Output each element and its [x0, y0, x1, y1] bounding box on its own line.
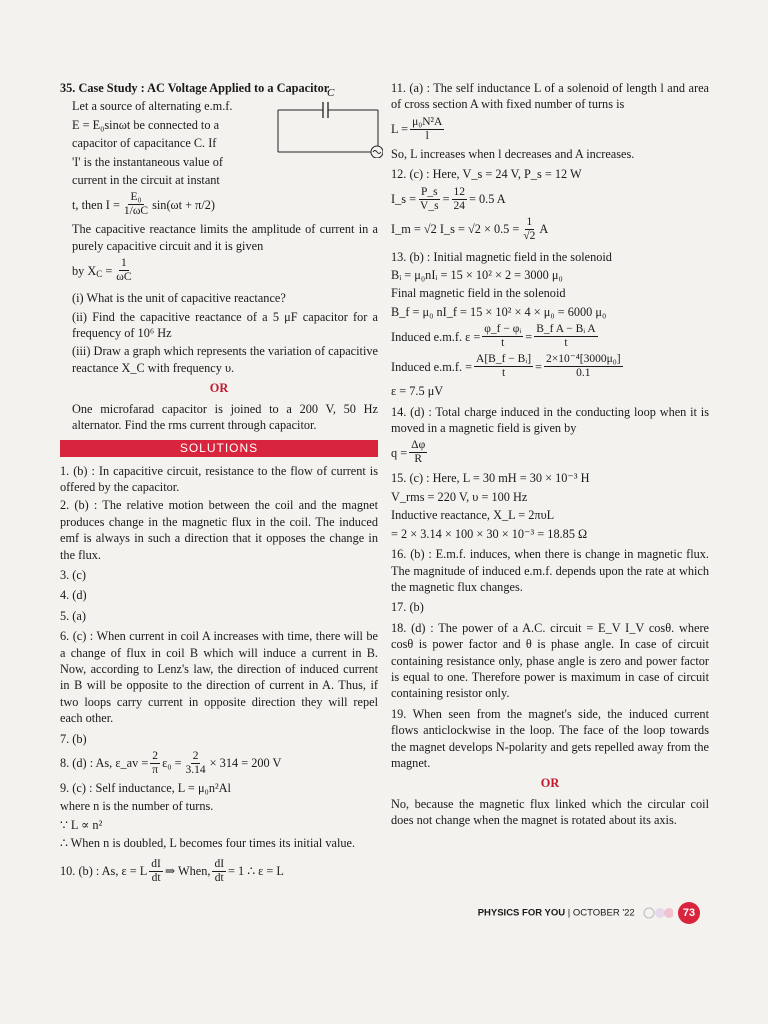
solution-14: 14. (d) : Total charge induced in the conducting loop when it is moved in a magnetic field is given by	[391, 404, 709, 436]
q35-paragraph: The capacitive reactance limits the amplitude of current in a purely capacitive circuit and it is given	[72, 222, 378, 253]
solution-1: 1. (b) : In capacitive circuit, resistance to the flow of current is offered by the capacitor.	[60, 463, 378, 494]
solution-10: 10. (b) : As, ε = L $\frac{dI}{dt}$ ⇒ When, $\frac{dI}{dt}$ = 1 ∴ ε = L	[60, 857, 284, 884]
solution-19-alternative: No, because the magnetic flux linked which the circular coil does not change when the magnet is rotated about its axis.	[391, 796, 709, 828]
solution-12: 12. (c) : Here, V_s = 24 V, P_s = 12 W	[391, 167, 582, 182]
q35-line1: Let a source of alternating e.m.f.	[72, 99, 233, 114]
solution-2: 2. (b) : The relative motion between the coil and the magnet produces change in the magnetic flux in the coil. The induced emf is always in such a direction that it opposes the change in the flux.	[60, 498, 378, 562]
solution-7: 7. (b)	[60, 731, 87, 746]
solution-12-eq2: I_m = √2 I_s = √2 × 0.5 = $\frac{1}{√2}$ A	[391, 215, 549, 242]
q35-current-equation: t, then I = $\frac{\text{E₀}}{1/\omega C}$ sin(ωt + π/2)	[72, 191, 216, 218]
solution-13: 13. (b) : Initial magnetic field in the solenoid	[391, 249, 612, 264]
solution-9-proportional: ∵ L ∝ n²	[60, 817, 103, 832]
solution-9: 9. (c) : Self inductance, L = μ₀n²Al	[60, 781, 231, 795]
solution-11-conclusion: So, L increases when l decreases and A increases.	[391, 146, 635, 161]
q35-title: 35. Case Study : AC Voltage Applied to a Capacitor	[60, 81, 330, 95]
decorative-dots-icon	[643, 906, 673, 920]
solution-19: 19. When seen from the magnet's side, the induced current flows anticlockwise in the loop. The face of the loop towards the magnet develops N-polarity and gets repelled away from the magnet.	[391, 706, 709, 770]
q35-line2: E = E₀sinωt be connected to a	[72, 117, 220, 132]
solution-9-turns: where n is the number of turns.	[60, 799, 214, 814]
case-study	[60, 80, 378, 434]
solution-12-eq1: I_s = $\frac{P\_s}{V\_s}$ = $\frac{12}{24}$ = 0.5 A	[391, 185, 506, 212]
solution-5: 5. (a)	[60, 608, 86, 623]
solution-15-result: = 2 × 3.14 × 100 × 30 × 10⁻³ = 18.85 Ω	[391, 526, 588, 541]
solution-13-final: B_f = μ₀ nI_f = 15 × 10² × 4 × μ₀ = 6000 μ₀	[391, 304, 607, 319]
right-column	[391, 80, 709, 831]
solution-13-result: ε = 7.5 μV	[391, 384, 444, 399]
solution-15: 15. (c) : Here, L = 30 mH = 30 × 10⁻³ H	[391, 471, 590, 486]
q35-line5: current in the circuit at instant	[72, 173, 220, 188]
solution-13-final-label: Final magnetic field in the solenoid	[391, 286, 566, 301]
solution-11-equation: L = $\frac{\text{μ₀N²A}}{l}$	[391, 115, 443, 142]
solution-8: 8. (d) : As, ε_av = $\frac{2}{\pi}$ ε₀ = $\frac{2}{3.14}$ × 314 = 200 V	[60, 750, 282, 776]
solution-13-emf2: Induced e.m.f. = $\frac{\text{A[B\_f − Bᵢ]}}{t}$ = $\frac{\text{2×10⁻⁴[3000μ₀]}}{0.1}$	[391, 353, 621, 380]
q35-reactance-equation: by X C = $\frac{1}{\omega C}$	[72, 257, 132, 284]
q35-line3: capacitor of capacitance C. If	[72, 136, 217, 151]
q35-part-i: (i) What is the unit of capacitive reactance?	[72, 291, 286, 306]
page-footer: PHYSICS FOR YOU | OCTOBER '22 73	[0, 902, 700, 924]
page-number: 73	[678, 902, 700, 924]
circuit-label: C	[327, 87, 335, 99]
solution-15-reactance: Inductive reactance, X_L = 2πυL	[391, 508, 555, 523]
left-column	[60, 80, 378, 888]
solution-3: 3. (c)	[60, 567, 86, 582]
solution-11: 11. (a) : The self inductance L of a solenoid of length l and area of cross section A with fixed number of turns is	[391, 81, 709, 112]
solution-13-emf1: Induced e.m.f. ε = $\frac{\text{φ\_f − φᵢ}}{t}$ = $\frac{\text{B\_f A − Bᵢ A}}{t}$	[391, 323, 596, 350]
solution-18: 18. (d) : The power of a A.C. circuit = E_V I_V cosθ. where cosθ is power factor and θ is phase angle. In case of circuit containing resistance only, phase angle is zero and power factor is equal to one. Therefore power is maximum in case of circuit containing resistor only.	[391, 620, 709, 701]
solution-6: 6. (c) : When current in coil A increases with time, there will be a change of flux in coil B which will induce a current in B. Now, according to Lenz's law, the direction of induced current in B will be opposite to the direction of current in A. Thus, if two loops carry current in opposite direction they will repel each other.	[60, 629, 378, 726]
solution-16: 16. (b) : E.m.f. induces, when there is change in magnetic flux. The magnitude of induced e.m.f. depends upon the rate at which the magnetic flux changes.	[391, 547, 709, 594]
q35-part-ii: (ii) Find the capacitive reactance of a 5 μF capacitor for a frequency of 10⁶ Hz	[72, 309, 378, 341]
q35-part-iii: (iii) Draw a graph which represents the variation of capacitive reactance X_C with frequency υ.	[72, 344, 378, 375]
issue-date: OCTOBER '22	[572, 907, 635, 919]
magazine-name: PHYSICS FOR YOU	[477, 907, 566, 919]
solution-13-initial: Bᵢ = μ₀nIᵢ = 15 × 10² × 2 = 3000 μ₀	[391, 268, 563, 283]
q35-alternative: One microfarad capacitor is joined to a 200 V, 50 Hz alternator. Find the rms current through capacitor.	[72, 401, 378, 433]
q35-or: OR	[209, 381, 229, 396]
solution-4: 4. (d)	[60, 588, 87, 603]
solution-9-conclusion: ∴ When n is doubled, L becomes four times its initial value.	[60, 836, 356, 851]
solution-17: 17. (b)	[391, 600, 424, 615]
solution-14-equation: q = $\frac{\Delta\varphi}{R}$	[391, 439, 426, 466]
solution-15-values: V_rms = 220 V, υ = 100 Hz	[391, 489, 528, 504]
capacitor-circuit-diagram	[273, 84, 383, 158]
q35-line4: 'I' is the instantaneous value of	[72, 154, 223, 169]
solutions-banner: SOLUTIONS	[60, 440, 378, 457]
solution-19-or: OR	[540, 776, 560, 791]
